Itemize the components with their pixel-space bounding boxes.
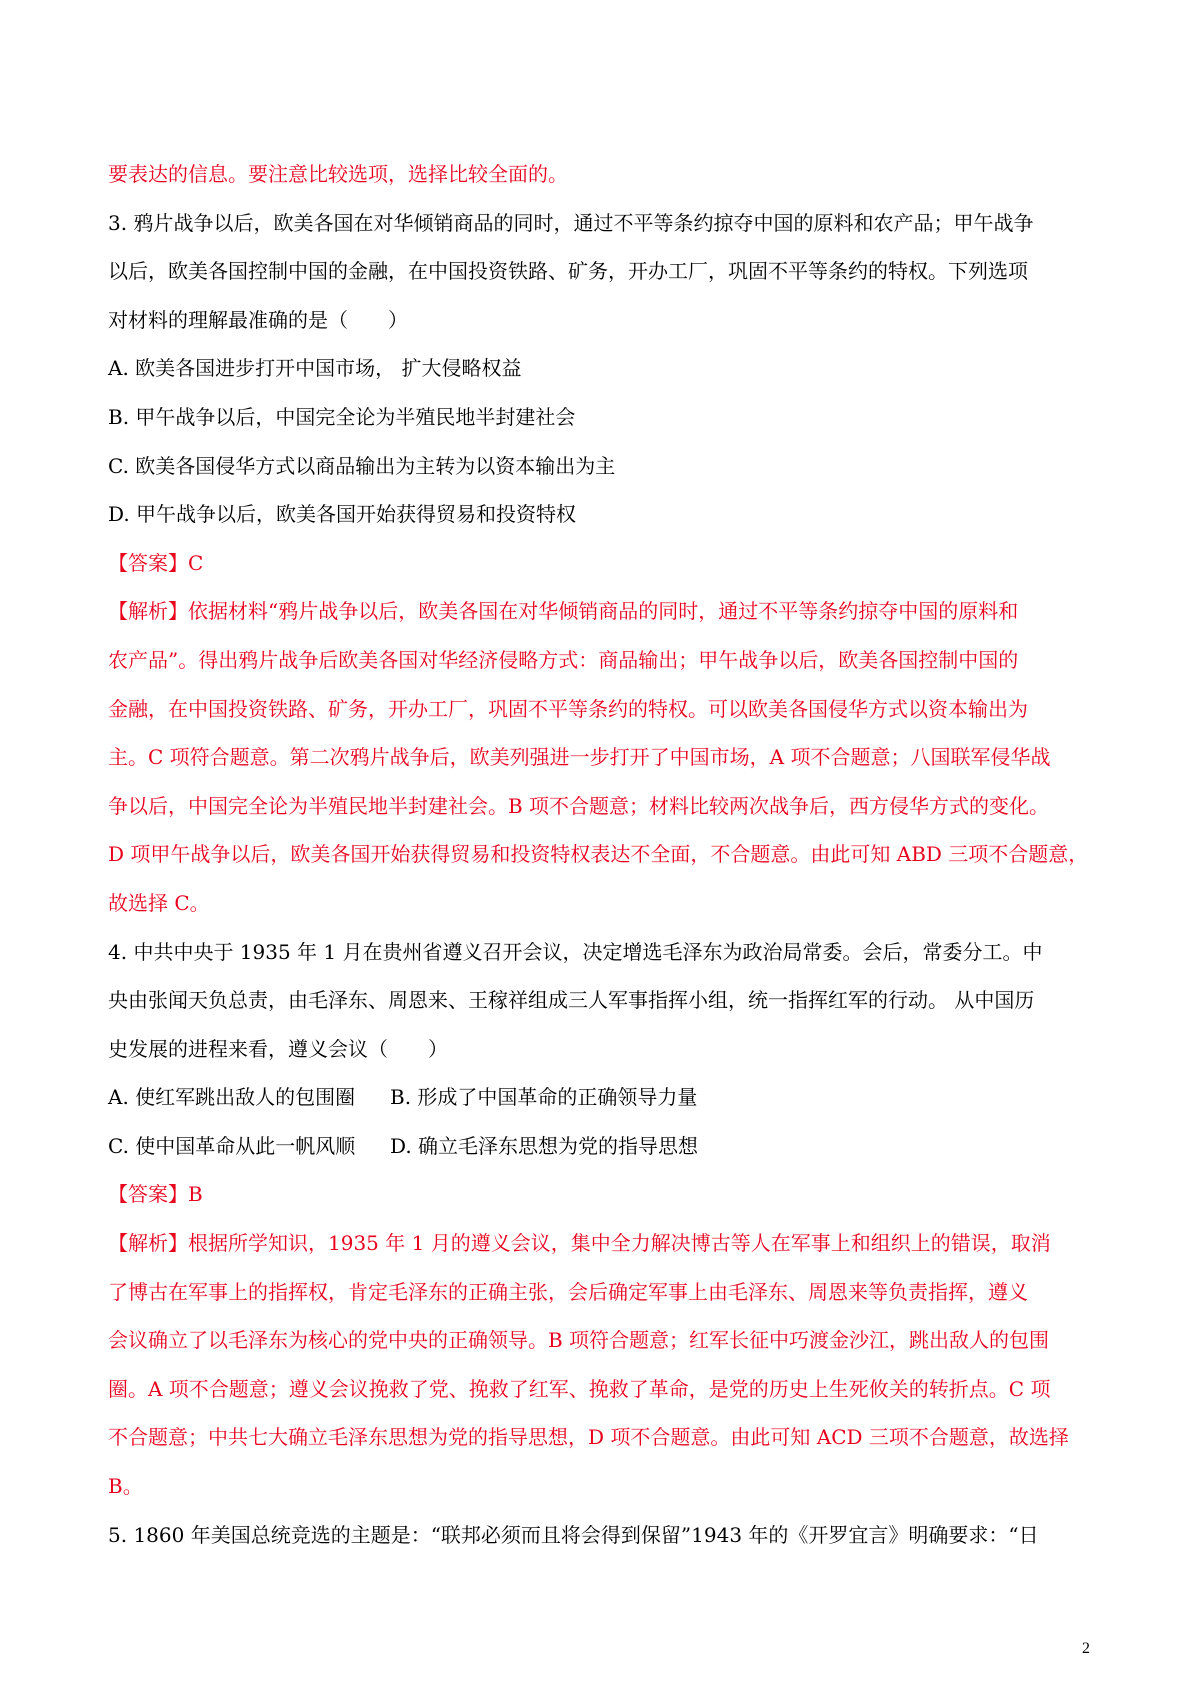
page-number: 2 bbox=[1082, 1640, 1090, 1657]
text-line: 主。C 项符合题意。第二次鸦片战争后，欧美列强进一步打开了中国市场，A 项不合题意；八国联军侵华战 bbox=[108, 745, 1051, 770]
text-line: B。 bbox=[108, 1474, 143, 1499]
text-line: 以后，欧美各国控制中国的金融，在中国投资铁路、矿务，开办工厂，巩固不平等条约的特权。下列选项 bbox=[108, 259, 1028, 284]
text-line: 史发展的进程来看，遵义会议（ ） bbox=[108, 1036, 448, 1061]
text-line: 【解析】依据材料“鸦片战争以后，欧美各国在对华倾销商品的同时，通过不平等条约掠夺中国的原料和 bbox=[108, 599, 1019, 624]
page-body bbox=[108, 150, 1100, 1559]
text-line: 【答案】C bbox=[108, 550, 204, 575]
q4-options-row-2 bbox=[108, 1122, 1100, 1171]
q4-option-c: C. 使中国革命从此一帆风顺 bbox=[108, 1133, 356, 1158]
text-line: B. 甲午战争以后，中国完全论为半殖民地半封建社会 bbox=[108, 404, 576, 429]
text-line: 会议确立了以毛泽东为核心的党中央的正确领导。B 项符合题意；红军长征中巧渡金沙江，跳出敌人的包围 bbox=[108, 1328, 1050, 1353]
text-line: 了博古在军事上的指挥权，肯定毛泽东的正确主张，会后确定军事上由毛泽东、周恩来等负责指挥，遵义 bbox=[108, 1279, 1028, 1304]
text-line: 对材料的理解最准确的是（ ） bbox=[108, 307, 408, 332]
text-line: 【解析】根据所学知识，1935 年 1 月的遵义会议，集中全力解决博古等人在军事上和组织上的错误，取消 bbox=[108, 1231, 1051, 1256]
text-line: 圈。A 项不合题意；遵义会议挽救了党、挽救了红军、挽救了革命，是党的历史上生死攸关的转折点。C 项 bbox=[108, 1376, 1051, 1401]
text-line: 【答案】B bbox=[108, 1182, 203, 1207]
text-line: 3. 鸦片战争以后，欧美各国在对华倾销商品的同时，通过不平等条约掠夺中国的原料和农产品；甲午战争 bbox=[108, 210, 1034, 235]
text-line: 不合题意；中共七大确立毛泽东思想为党的指导思想，D 项不合题意。由此可知 ACD 三项不合题意，故选择 bbox=[108, 1425, 1069, 1450]
q4-option-a: A. 使红军跳出敌人的包围圈 bbox=[108, 1085, 356, 1110]
text-line: A. 欧美各国进步打开中国市场， 扩大侵略权益 bbox=[108, 356, 522, 381]
q4-option-b: B. 形成了中国革命的正确领导力量 bbox=[390, 1085, 698, 1110]
text-line: 4. 中共中央于 1935 年 1 月在贵州省遵义召开会议，决定增选毛泽东为政治局常委。会后，常委分工。中 bbox=[108, 939, 1043, 964]
text-block-2 bbox=[108, 1170, 1100, 1559]
text-line: 5. 1860 年美国总统竞选的主题是：“联邦必须而且将会得到保留”1943 年的《开罗宜言》明确要求：“日 bbox=[108, 1522, 1039, 1547]
q4-option-d: D. 确立毛泽东思想为党的指导思想 bbox=[390, 1133, 699, 1158]
text-line: 农产品”。得出鸦片战争后欧美各国对华经济侵略方式：商品输出；甲午战争以后，欧美各国控制中国的 bbox=[108, 647, 1019, 672]
text-line: D 项甲午战争以后，欧美各国开始获得贸易和投资特权表达不全面，不合题意。由此可知 ABD 三项不合题意， bbox=[108, 842, 1089, 867]
text-line: 故选择 C。 bbox=[108, 890, 210, 915]
text-line: D. 甲午战争以后，欧美各国开始获得贸易和投资特权 bbox=[108, 502, 577, 527]
text-line: 央由张闻天负总责，由毛泽东、周恩来、王稼祥组成三人军事指挥小组，统一指挥红军的行动。 从中国历 bbox=[108, 988, 1035, 1013]
text-line: 金融，在中国投资铁路、矿务，开办工厂，巩固不平等条约的特权。可以欧美各国侵华方式以资本输出为 bbox=[108, 696, 1028, 721]
q4-options-row-1 bbox=[108, 1073, 1100, 1122]
text-line: 要表达的信息。要注意比较选项，选择比较全面的。 bbox=[108, 162, 568, 186]
text-line: C. 欧美各国侵华方式以商品输出为主转为以资本输出为主 bbox=[108, 453, 616, 478]
text-block-1 bbox=[108, 150, 1100, 1073]
text-line: 争以后，中国完全论为半殖民地半封建社会。B 项不合题意；材料比较两次战争后，西方侵华方式的变化。 bbox=[108, 793, 1050, 818]
